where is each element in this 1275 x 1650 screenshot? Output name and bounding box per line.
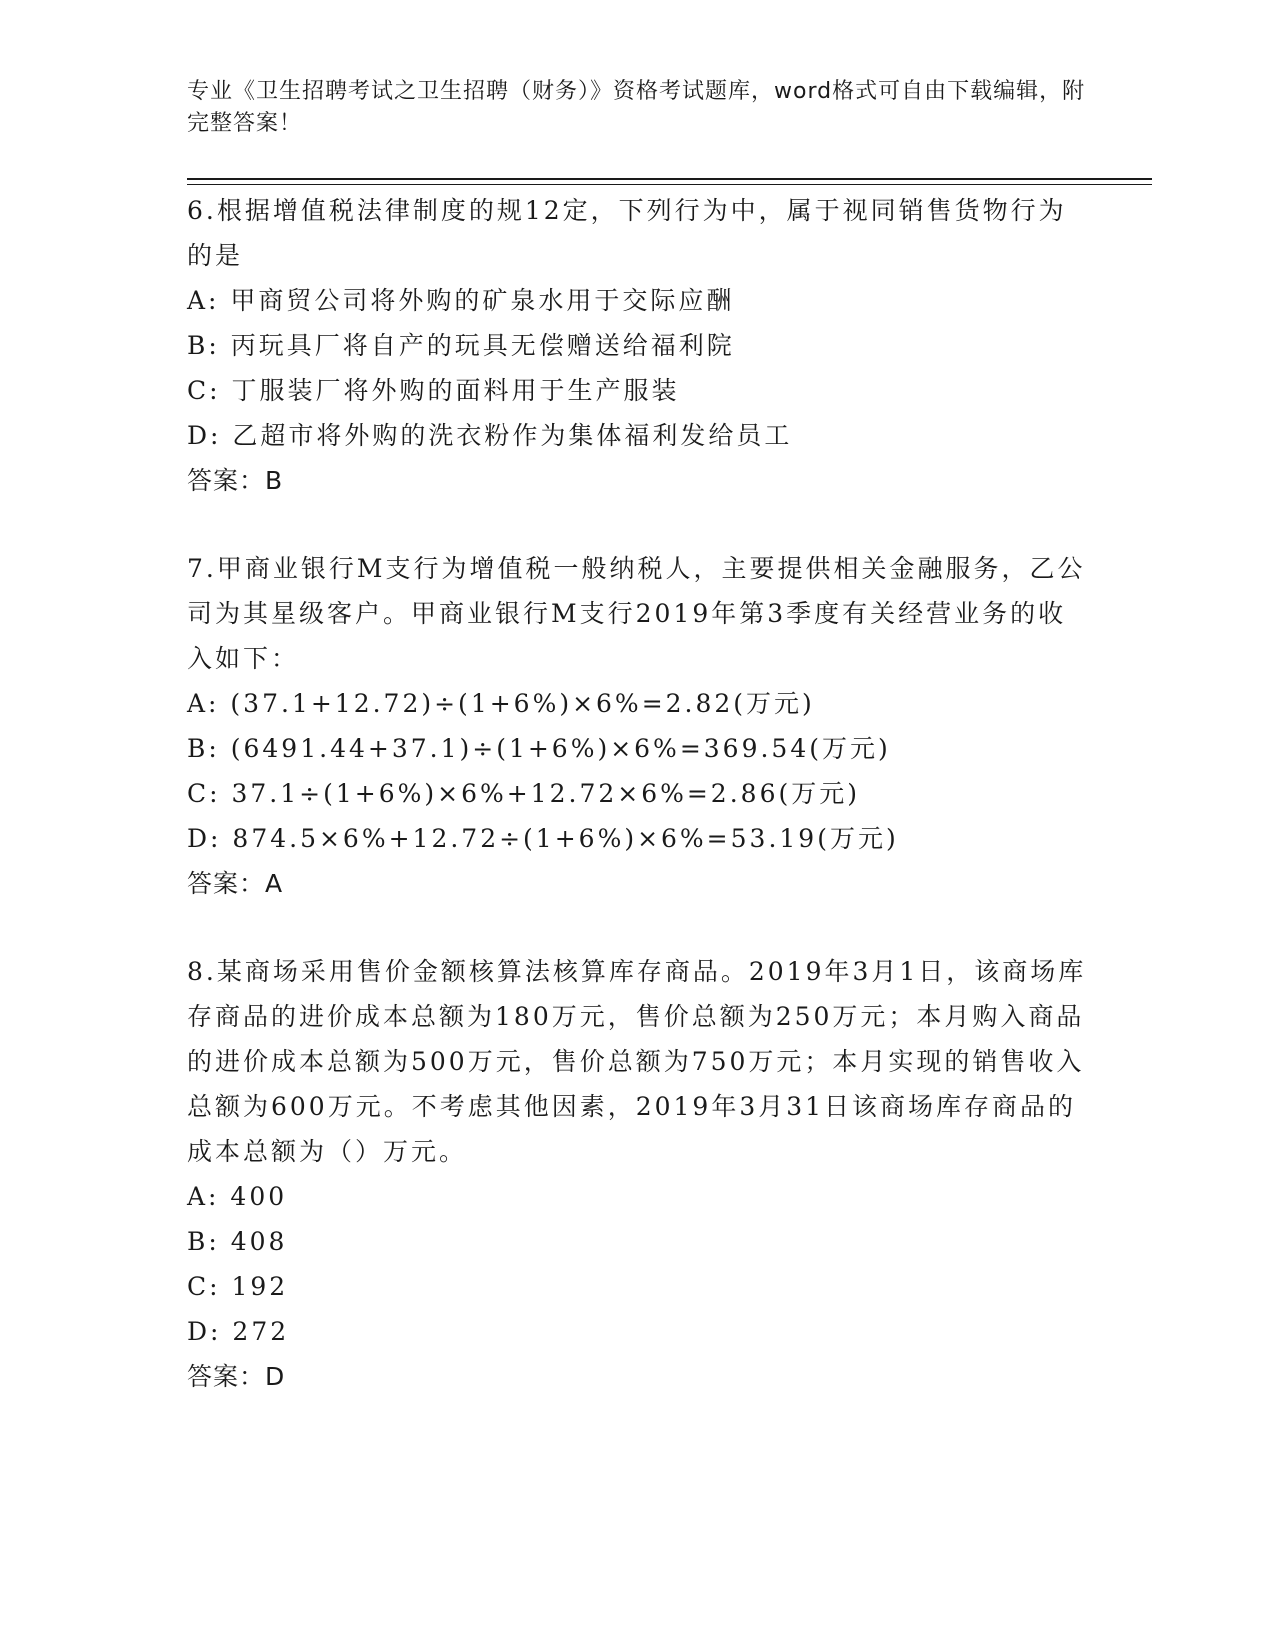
question-7 (187, 546, 1087, 906)
option-d: D: 874.5×6%+12.72÷(1+6%)×6%=53.19(万元) (187, 824, 899, 853)
option-d: D: 272 (187, 1317, 290, 1346)
option-c: C: 192 (187, 1272, 289, 1301)
option-c: C: 丁服装厂将外购的面料用于生产服装 (187, 376, 680, 405)
question-8 (187, 949, 1087, 1399)
answer: 答案：A (187, 869, 284, 898)
option-a: A: 400 (187, 1182, 288, 1211)
header-divider-thick (187, 178, 1152, 180)
question-stem: 7.甲商业银行M支行为增值税一般纳税人，主要提供相关金融服务，乙公司为其星级客户。甲商业银行M支行2019年第3季度有关经营业务的收入如下： (187, 554, 1086, 673)
option-b: B: (6491.44+37.1)÷(1+6%)×6%=369.54(万元) (187, 734, 891, 763)
question-stem: 6.根据增值税法律制度的规12定，下列行为中，属于视同销售货物行为的是 (187, 196, 1067, 270)
question-stem: 8.某商场采用售价金额核算法核算库存商品。2019年3月1日，该商场库存商品的进价成本总额为180万元，售价总额为250万元；本月购入商品的进价成本总额为500万元，售价总额为750万元；本月实现的销售收入总额为600万元。不考虑其他因素，2019年3月31日该商场库存商品的成本总额为（）万元。 (187, 957, 1087, 1166)
document-header: 专业《卫生招聘考试之卫生招聘（财务）》资格考试题库，word格式可自由下载编辑，附完整答案！ (187, 79, 1086, 136)
option-b: B: 丙玩具厂将自产的玩具无偿赠送给福利院 (187, 331, 735, 360)
option-c: C: 37.1÷(1+6%)×6%+12.72×6%=2.86(万元) (187, 779, 860, 808)
question-list (187, 188, 1087, 1399)
option-d: D: 乙超市将外购的洗衣粉作为集体福利发给员工 (187, 421, 793, 450)
option-b: B: 408 (187, 1227, 288, 1256)
answer: 答案：B (187, 466, 284, 495)
option-a: A: (37.1+12.72)÷(1+6%)×6%=2.82(万元) (187, 689, 815, 718)
option-a: A: 甲商贸公司将外购的矿泉水用于交际应酬 (187, 286, 735, 315)
answer: 答案：D (187, 1362, 286, 1391)
header-divider-thin (187, 184, 1152, 185)
question-6 (187, 188, 1087, 503)
